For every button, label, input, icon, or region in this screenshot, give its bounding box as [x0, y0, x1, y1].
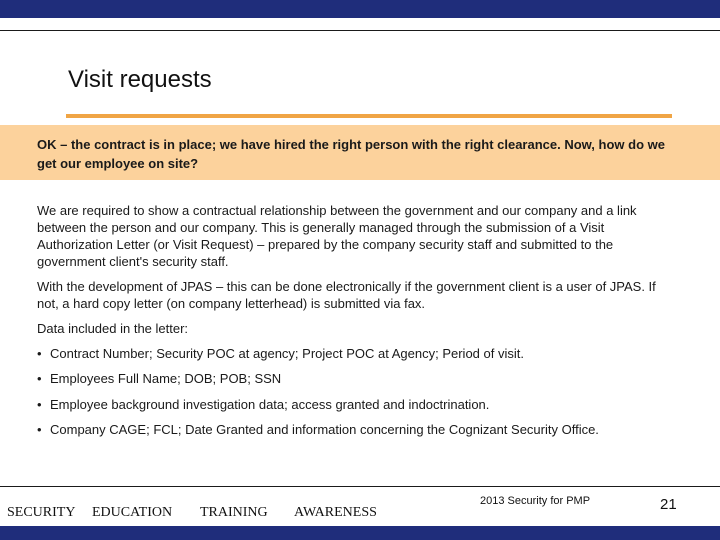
bullet-marker: • — [37, 396, 42, 412]
footer-word-education: EDUCATION — [92, 505, 173, 520]
bullet-marker: • — [37, 371, 42, 387]
list-item-text: Company CAGE; FCL; Date Granted and information concerning the Cognizant Security Office. — [50, 421, 599, 437]
list-item — [37, 396, 687, 421]
list-item-text: Employee background investigation data; access granted and indoctrination. — [50, 396, 490, 412]
title-underline — [66, 114, 672, 118]
paragraph-visit-authorization: We are required to show a contractual relationship between the government and our company and a link between the person and our company. This is generally managed through the submission of a Visit Authorization Letter (or Visit Request) – prepared by the company security staff and submitted to the government client's security staff. — [37, 203, 637, 269]
footer-note: 2013 Security for PMP — [480, 495, 591, 507]
bullet-marker: • — [37, 421, 42, 437]
list-item — [37, 345, 687, 370]
list-item — [37, 370, 687, 395]
slide-title: Visit requests — [68, 66, 212, 93]
top-divider — [0, 30, 720, 31]
list-item — [37, 421, 687, 446]
paragraph-jpas: With the development of JPAS – this can be done electronically if the government client is a user of JPAS. If not, a hard copy letter (on company letterhead) is submitted via fax. — [37, 279, 656, 311]
footer-word-training: TRAINING — [200, 505, 268, 520]
paragraph-data-included: Data included in the letter: — [37, 321, 189, 336]
bullet-list — [37, 345, 687, 446]
list-item-text: Employees Full Name; DOB; POB; SSN — [50, 371, 282, 387]
bullet-marker: • — [37, 346, 42, 361]
top-color-band — [0, 0, 720, 18]
footer-word-awareness: AWARENESS — [294, 505, 377, 520]
footer-word-security: SECURITY — [7, 505, 76, 520]
bottom-divider — [0, 486, 720, 487]
page-number: 21 — [660, 496, 677, 513]
bottom-color-band — [0, 526, 720, 540]
highlight-text: OK – the contract is in place; we have hired the right person with the right clearance. Now, how do we get our employee on site? — [37, 137, 665, 171]
list-item-text: Contract Number; Security POC at agency; Project POC at Agency; Period of visit. — [50, 346, 524, 361]
